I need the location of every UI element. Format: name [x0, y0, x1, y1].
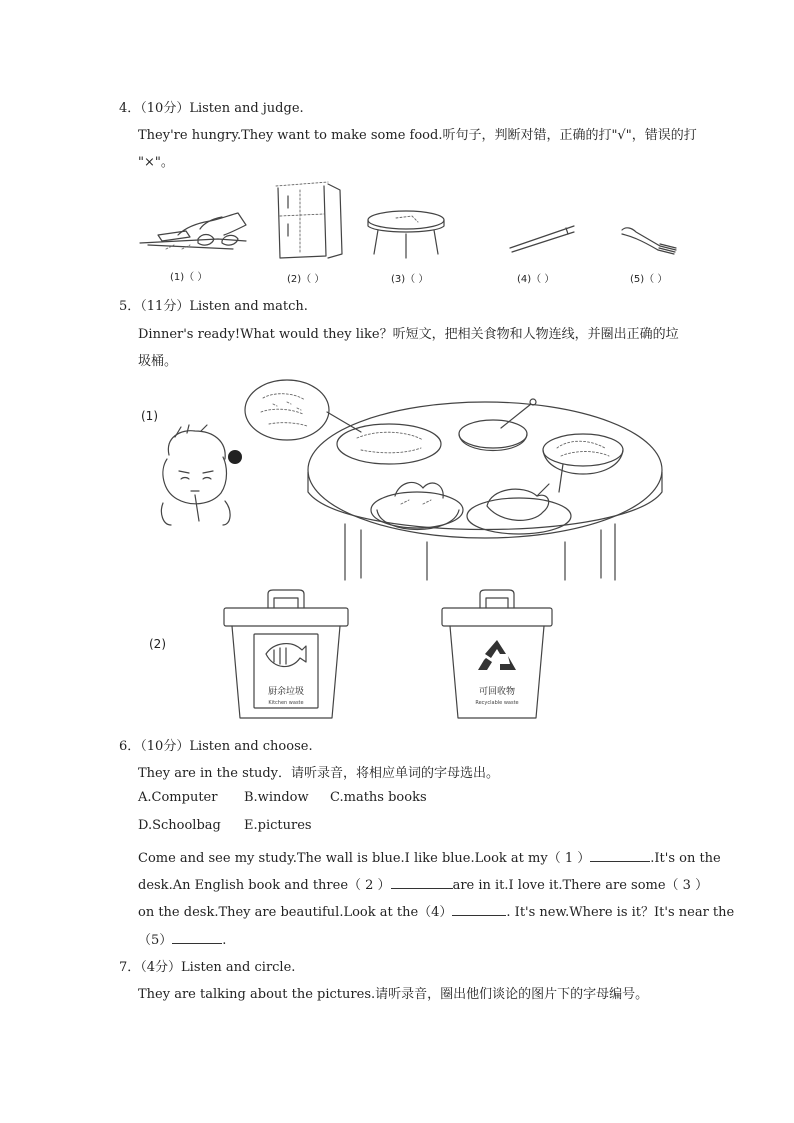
kitchen-waste-sublabel: Kitchen waste [268, 700, 304, 706]
kitchen-waste-label: 厨余垃圾 [267, 687, 305, 697]
dinner-table [305, 392, 665, 582]
q4-label-1: (1)（ ） [170, 272, 208, 283]
chopping-food-picture [138, 205, 250, 260]
q6-passage-1a: Come and see my study.The wall is blue.I like blue.Look at my（ 1 ） [138, 851, 591, 866]
q6-passage-3b: . It's new.Where is it？It's near the [506, 905, 735, 920]
q6-passage-line1 [138, 847, 721, 866]
recyclable-waste-label: 可回收物 [478, 687, 516, 697]
q6-option-a: A.Computer [138, 790, 218, 805]
q6-passage-line2 [138, 874, 708, 893]
fork-picture [620, 224, 680, 256]
q6-option-b: B.window [244, 790, 309, 805]
answer-blank-5[interactable] [172, 931, 222, 944]
q6-passage-1b: .It's on the [650, 851, 721, 866]
fridge-picture [272, 180, 344, 262]
q6-passage-2b: are in it.I love it.There are some（ 3 ） [452, 878, 709, 893]
answer-blank-4[interactable] [452, 903, 506, 916]
answer-blank-2[interactable] [391, 876, 453, 889]
q6-option-c: C.maths books [330, 790, 427, 805]
q4-label-4: (4)（ ） [517, 274, 555, 285]
q6-option-d: D.Schoolbag [138, 818, 221, 833]
q4-instruction-line2: "×"。 [138, 155, 174, 170]
q6-passage-line3 [138, 901, 734, 920]
q4-label-3: (3)（ ） [391, 274, 429, 285]
q6-passage-4b: . [222, 933, 227, 948]
q6-passage-line4 [138, 929, 226, 948]
q6-header: 6．（10分）Listen and choose. [119, 739, 313, 754]
q5-label-2: (2) [149, 637, 166, 651]
q4-header: 4．（10分）Listen and judge. [119, 101, 304, 116]
q4-label-2: (2)（ ） [287, 274, 325, 285]
child-character [155, 425, 245, 530]
recyclable-waste-sublabel: Recyclable waste [475, 700, 519, 706]
q4-instruction-line1: They're hungry.They want to make some food.听句子，判断对错，正确的打"√"，错误的打 [138, 128, 697, 143]
q4-label-5: (5)（ ） [630, 274, 668, 285]
kitchen-waste-bin[interactable] [222, 590, 350, 722]
answer-blank-1[interactable] [590, 849, 650, 862]
q5-instruction-line2: 圾桶。 [138, 354, 178, 369]
q5-instruction-line1: Dinner's ready!What would they like？听短文，把相关食物和人物连线，并圈出正确的垃 [138, 327, 679, 342]
recyclable-waste-bin[interactable] [440, 590, 554, 722]
q6-instruction: They are in the study．请听录音，将相应单词的字母选出。 [138, 766, 500, 781]
recycle-icon [478, 640, 516, 670]
table-picture [366, 208, 446, 260]
chopsticks-picture [508, 224, 576, 254]
q5-label-1: (1) [141, 409, 158, 423]
q6-passage-3a: on the desk.They are beautiful.Look at the（4） [138, 905, 453, 920]
q6-option-e: E.pictures [244, 818, 312, 833]
q7-instruction: They are talking about the pictures.请听录音，圈出他们谈论的图片下的字母编号。 [138, 987, 649, 1002]
q6-passage-2a: desk.An English book and three（ 2 ） [138, 878, 391, 893]
q5-header: 5．（11分）Listen and match. [119, 299, 308, 314]
q6-passage-4a: （5） [138, 933, 173, 948]
q7-header: 7．（4分）Listen and circle. [119, 960, 296, 975]
